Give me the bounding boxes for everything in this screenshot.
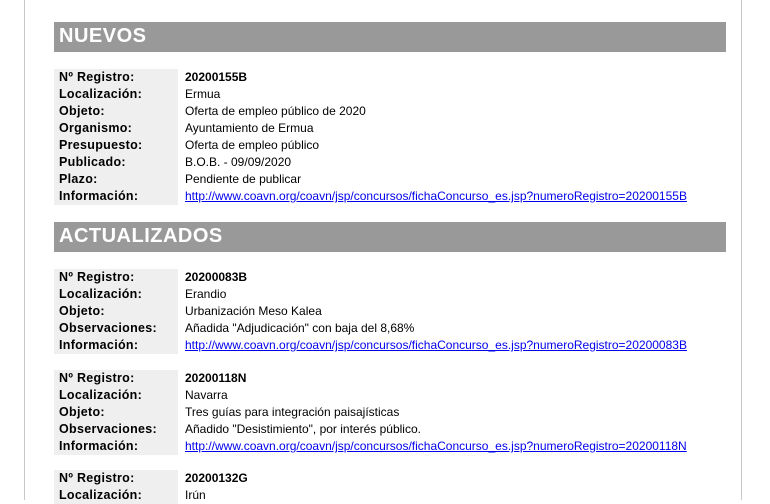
field-value: B.O.B. - 09/09/2020 [185, 155, 292, 169]
field-value: Oferta de empleo público [185, 138, 320, 152]
field-label: Objeto: [54, 103, 178, 120]
section-title: NUEVOS [59, 25, 147, 47]
field-label: Localización: [54, 86, 178, 103]
field-value: Añadido "Desistimiento", por interés público. [185, 422, 421, 436]
record-row [54, 438, 726, 455]
record-20200083b [54, 269, 726, 354]
field-label: Organismo: [54, 120, 178, 137]
record-row [54, 303, 726, 320]
field-label: Objeto: [54, 303, 178, 320]
field-label: Observaciones: [54, 421, 178, 438]
section-title: ACTUALIZADOS [59, 225, 223, 247]
record-row [54, 188, 726, 205]
field-label: Información: [54, 337, 178, 354]
field-value: Añadida "Adjudicación" con baja del 8,68% [185, 321, 415, 335]
field-value: Irún [185, 488, 206, 502]
field-value: Navarra [185, 388, 228, 402]
field-label: Nº Registro: [54, 370, 178, 387]
info-link[interactable]: http://www.coavn.org/coavn/jsp/concursos/fichaConcurso_es.jsp?numeroRegistro=20200118N [185, 439, 687, 453]
field-label: Presupuesto: [54, 137, 178, 154]
field-value: Oferta de empleo público de 2020 [185, 104, 366, 118]
record-20200118n [54, 370, 726, 455]
record-row [54, 470, 726, 487]
field-label: Plazo: [54, 171, 178, 188]
record-row [54, 103, 726, 120]
record-20200155b [54, 69, 726, 205]
record-row [54, 120, 726, 137]
field-label: Observaciones: [54, 320, 178, 337]
record-row [54, 154, 726, 171]
field-value: Erandio [185, 287, 227, 301]
field-value: Ayuntamiento de Ermua [185, 121, 314, 135]
field-label: Información: [54, 438, 178, 455]
section-header-nuevos [54, 22, 726, 52]
record-row [54, 370, 726, 387]
record-20200132g [54, 470, 726, 504]
field-label: Información: [54, 188, 178, 205]
field-label: Localización: [54, 487, 178, 504]
info-link[interactable]: http://www.coavn.org/coavn/jsp/concursos/fichaConcurso_es.jsp?numeroRegistro=20200083B [185, 338, 687, 352]
info-value [185, 438, 687, 455]
section-header-actualizados [54, 222, 726, 252]
record-row [54, 421, 726, 438]
registro-value: 20200118N [185, 371, 247, 385]
record-row [54, 337, 726, 354]
registro-value: 20200132G [185, 471, 248, 485]
field-value: Pendiente de publicar [185, 172, 302, 186]
field-value: Ermua [185, 87, 221, 101]
section-underline [54, 252, 182, 254]
field-label: Nº Registro: [54, 269, 178, 286]
field-label: Publicado: [54, 154, 178, 171]
record-row [54, 171, 726, 188]
field-value: Urbanización Meso Kalea [185, 304, 322, 318]
record-row [54, 487, 726, 504]
info-link[interactable]: http://www.coavn.org/coavn/jsp/concursos/fichaConcurso_es.jsp?numeroRegistro=20200155B [185, 189, 687, 203]
record-row [54, 86, 726, 103]
info-value [185, 337, 687, 354]
field-label: Nº Registro: [54, 69, 178, 86]
field-label: Localización: [54, 286, 178, 303]
registro-value: 20200083B [185, 270, 248, 284]
field-label: Objeto: [54, 404, 178, 421]
record-row [54, 69, 726, 86]
registro-value: 20200155B [185, 70, 248, 84]
record-row [54, 137, 726, 154]
record-row [54, 404, 726, 421]
info-value [185, 188, 687, 205]
field-label: Localización: [54, 387, 178, 404]
record-row [54, 320, 726, 337]
record-row [54, 269, 726, 286]
section-underline [54, 52, 182, 54]
field-value: Tres guías para integración paisajísticas [185, 405, 400, 419]
record-row [54, 286, 726, 303]
record-row [54, 387, 726, 404]
field-label: Nº Registro: [54, 470, 178, 487]
